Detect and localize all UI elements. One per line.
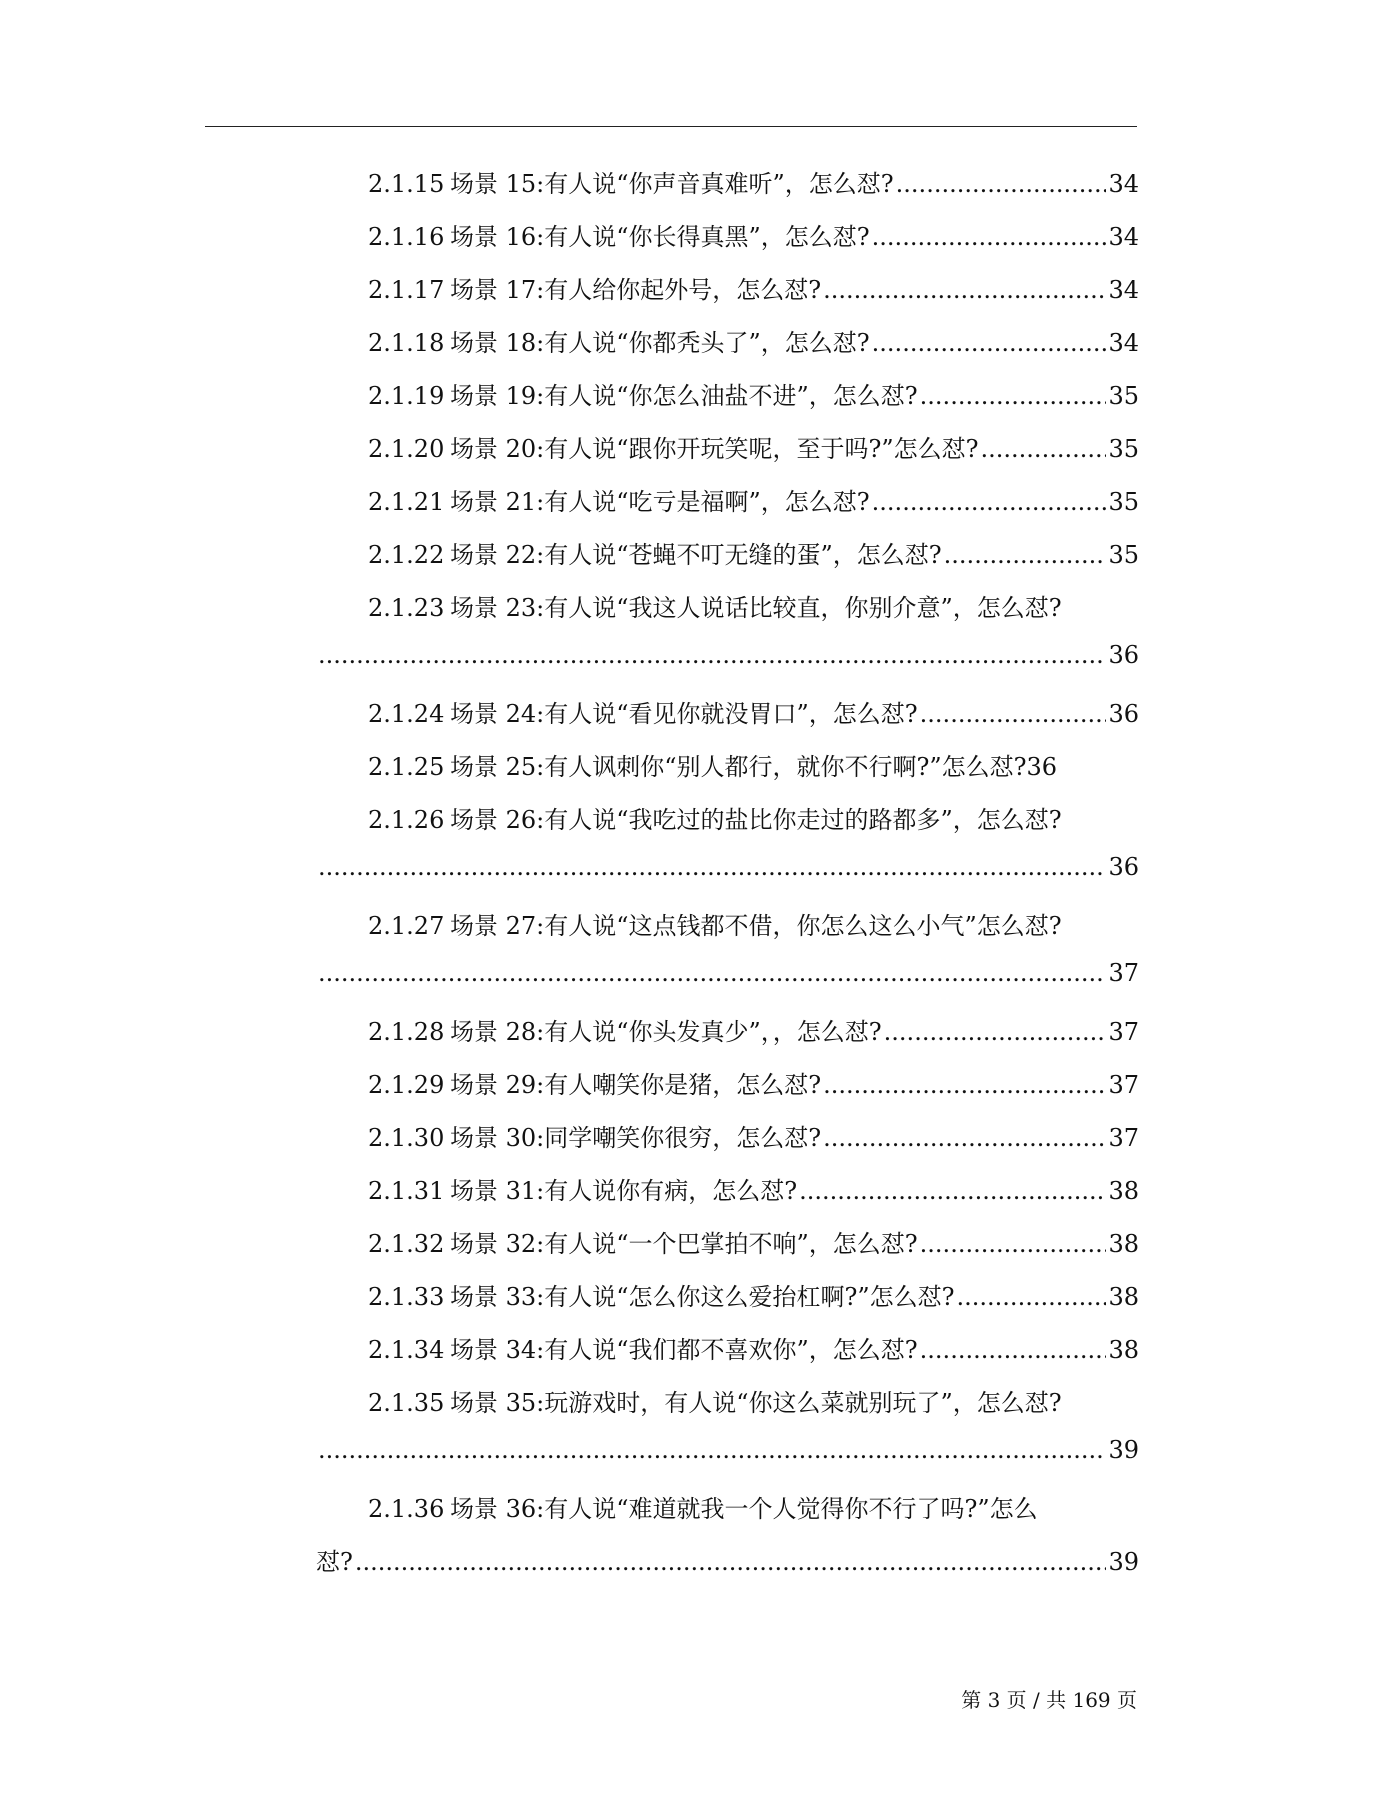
toc-entry-page: 36 bbox=[1026, 753, 1058, 781]
toc-entry-page: 36 bbox=[1108, 700, 1139, 728]
toc-leader-dots bbox=[355, 1548, 1107, 1576]
toc-entry[interactable] bbox=[316, 217, 1139, 270]
toc-leader-dots bbox=[920, 700, 1107, 728]
toc-entry-title: 场景 29:有人嘲笑你是猪，怎么怼? bbox=[450, 1071, 822, 1099]
toc-entry-number: 2.1.35 bbox=[368, 1389, 445, 1417]
toc-entry-continuation[interactable] bbox=[316, 853, 1139, 906]
toc-leader-dots bbox=[944, 541, 1107, 569]
toc-entry-title: 场景 15:有人说“你声音真难听”，怎么怼? bbox=[450, 170, 894, 198]
toc-entry-number: 2.1.22 bbox=[368, 541, 445, 569]
toc-entry-continuation[interactable] bbox=[316, 641, 1139, 694]
toc-entry[interactable] bbox=[316, 1383, 1139, 1436]
toc-entry-page: 39 bbox=[1108, 1436, 1139, 1464]
toc-entry[interactable] bbox=[316, 1330, 1139, 1383]
toc-entry-title: 场景 33:有人说“怎么你这么爱抬杠啊?”怎么怼? bbox=[450, 1283, 955, 1311]
toc-leader-dots bbox=[884, 1018, 1107, 1046]
toc-entry-number: 2.1.20 bbox=[368, 435, 445, 463]
toc-entry[interactable] bbox=[316, 429, 1139, 482]
toc-entry-number: 2.1.24 bbox=[368, 700, 445, 728]
page-footer: 第 3 页 / 共 169 页 bbox=[961, 1688, 1137, 1712]
toc-entry[interactable] bbox=[316, 1012, 1139, 1065]
toc-entry-number: 2.1.32 bbox=[368, 1230, 445, 1258]
toc-leader-dots bbox=[920, 382, 1107, 410]
toc-entry-title: 场景 30:同学嘲笑你很穷，怎么怼? bbox=[450, 1124, 822, 1152]
toc-entry-number: 2.1.28 bbox=[368, 1018, 445, 1046]
toc-leader-dots bbox=[318, 959, 1106, 987]
toc-leader-dots bbox=[957, 1283, 1107, 1311]
toc-leader-dots bbox=[823, 1124, 1106, 1152]
toc-entry-page: 37 bbox=[1108, 1018, 1139, 1046]
toc-entry[interactable] bbox=[316, 1171, 1139, 1224]
toc-entry-number: 2.1.21 bbox=[368, 488, 445, 516]
toc-entry[interactable] bbox=[316, 164, 1139, 217]
toc-entry-number: 2.1.25 bbox=[368, 753, 445, 781]
toc-entry-page: 38 bbox=[1108, 1283, 1139, 1311]
toc-entry-page: 39 bbox=[1108, 1548, 1139, 1576]
toc-entry-page: 36 bbox=[1108, 853, 1139, 881]
toc-entry-title: 场景 24:有人说“看见你就没胃口”，怎么怼? bbox=[450, 700, 918, 728]
toc-entry-number: 2.1.23 bbox=[368, 594, 445, 622]
toc-leader-dots bbox=[920, 1336, 1107, 1364]
toc-leader-dots bbox=[896, 170, 1107, 198]
toc-entry-number: 2.1.34 bbox=[368, 1336, 445, 1364]
toc-entry[interactable] bbox=[316, 906, 1139, 959]
toc-entry-number: 2.1.19 bbox=[368, 382, 445, 410]
toc-entry-title: 场景 18:有人说“你都秃头了”，怎么怼? bbox=[450, 329, 870, 357]
toc-entry-title: 场景 31:有人说你有病，怎么怼? bbox=[450, 1177, 798, 1205]
toc-entry[interactable] bbox=[316, 482, 1139, 535]
toc-entry-title: 场景 21:有人说“吃亏是福啊”，怎么怼? bbox=[450, 488, 870, 516]
toc-entry[interactable] bbox=[316, 1118, 1139, 1171]
toc-entry-title: 场景 23:有人说“我这人说话比较直，你别介意”，怎么怼? bbox=[450, 594, 1062, 622]
toc-entry-title: 场景 19:有人说“你怎么油盐不进”，怎么怼? bbox=[450, 382, 918, 410]
toc-leader-dots bbox=[318, 641, 1106, 669]
toc-entry[interactable] bbox=[316, 376, 1139, 429]
toc-entry-number: 2.1.15 bbox=[368, 170, 445, 198]
toc-entry[interactable] bbox=[316, 1224, 1139, 1277]
toc-entry-number: 2.1.18 bbox=[368, 329, 445, 357]
toc-entry-page: 34 bbox=[1108, 223, 1139, 251]
toc-entry-number: 2.1.36 bbox=[368, 1495, 445, 1523]
toc-entry-page: 34 bbox=[1108, 329, 1139, 357]
header-rule bbox=[205, 126, 1137, 127]
toc-leader-dots bbox=[799, 1177, 1106, 1205]
toc-leader-dots bbox=[981, 435, 1107, 463]
toc-entry[interactable] bbox=[316, 800, 1139, 853]
toc-leader-dots bbox=[318, 853, 1106, 881]
toc-entry-page: 38 bbox=[1108, 1336, 1139, 1364]
toc-entry-number: 2.1.30 bbox=[368, 1124, 445, 1152]
toc-entry-title-continuation: 怼? bbox=[316, 1548, 353, 1576]
toc-entry-page: 36 bbox=[1108, 641, 1139, 669]
table-of-contents bbox=[316, 164, 1139, 1595]
toc-entry-continuation[interactable] bbox=[316, 1542, 1139, 1595]
toc-entry[interactable] bbox=[316, 694, 1139, 747]
toc-entry-number: 2.1.33 bbox=[368, 1283, 445, 1311]
toc-entry-continuation[interactable] bbox=[316, 1436, 1139, 1489]
toc-entry[interactable] bbox=[316, 270, 1139, 323]
toc-entry[interactable] bbox=[316, 1277, 1139, 1330]
toc-entry-continuation[interactable] bbox=[316, 959, 1139, 1012]
toc-entry-title: 场景 36:有人说“难道就我一个人觉得你不行了吗?”怎么 bbox=[450, 1495, 1038, 1523]
toc-entry-page: 34 bbox=[1108, 170, 1139, 198]
toc-entry[interactable] bbox=[316, 1489, 1139, 1542]
toc-entry-page: 35 bbox=[1108, 541, 1139, 569]
toc-entry-title: 场景 34:有人说“我们都不喜欢你”，怎么怼? bbox=[450, 1336, 918, 1364]
toc-entry-title: 场景 22:有人说“苍蝇不叮无缝的蛋”，怎么怼? bbox=[450, 541, 942, 569]
toc-entry-page: 35 bbox=[1108, 435, 1139, 463]
toc-entry-number: 2.1.31 bbox=[368, 1177, 445, 1205]
toc-leader-dots bbox=[823, 276, 1106, 304]
toc-entry-page: 35 bbox=[1108, 488, 1139, 516]
toc-entry-number: 2.1.17 bbox=[368, 276, 445, 304]
toc-entry-page: 38 bbox=[1108, 1177, 1139, 1205]
toc-entry-number: 2.1.27 bbox=[368, 912, 445, 940]
toc-entry-title: 场景 25:有人讽刺你“别人都行，就你不行啊?”怎么怼? bbox=[450, 753, 1027, 781]
toc-leader-dots bbox=[872, 488, 1107, 516]
toc-entry[interactable] bbox=[316, 323, 1139, 376]
toc-leader-dots bbox=[823, 1071, 1106, 1099]
toc-entry-title: 场景 28:有人说“你头发真少”，，怎么怼? bbox=[450, 1018, 882, 1046]
toc-entry[interactable] bbox=[316, 747, 1139, 800]
toc-entry-page: 35 bbox=[1108, 382, 1139, 410]
toc-entry-number: 2.1.26 bbox=[368, 806, 445, 834]
toc-entry-title: 场景 27:有人说“这点钱都不借，你怎么这么小气”怎么怼? bbox=[450, 912, 1062, 940]
toc-entry-title: 场景 26:有人说“我吃过的盐比你走过的路都多”，怎么怼? bbox=[450, 806, 1062, 834]
toc-leader-dots bbox=[318, 1436, 1106, 1464]
toc-entry-page: 37 bbox=[1108, 959, 1139, 987]
toc-entry-page: 37 bbox=[1108, 1124, 1139, 1152]
toc-entry-title: 场景 35:玩游戏时，有人说“你这么菜就别玩了”，怎么怼? bbox=[450, 1389, 1062, 1417]
toc-leader-dots bbox=[872, 223, 1107, 251]
toc-entry-number: 2.1.16 bbox=[368, 223, 445, 251]
toc-entry-number: 2.1.29 bbox=[368, 1071, 445, 1099]
toc-entry-title: 场景 32:有人说“一个巴掌拍不响”，怎么怼? bbox=[450, 1230, 918, 1258]
toc-entry[interactable] bbox=[316, 1065, 1139, 1118]
toc-leader-dots bbox=[920, 1230, 1107, 1258]
toc-entry-page: 34 bbox=[1108, 276, 1139, 304]
toc-entry-title: 场景 20:有人说“跟你开玩笑呢，至于吗?”怎么怼? bbox=[450, 435, 979, 463]
toc-entry-title: 场景 16:有人说“你长得真黑”，怎么怼? bbox=[450, 223, 870, 251]
toc-entry-title: 场景 17:有人给你起外号，怎么怼? bbox=[450, 276, 822, 304]
toc-entry-page: 37 bbox=[1108, 1071, 1139, 1099]
toc-entry[interactable] bbox=[316, 588, 1139, 641]
toc-entry[interactable] bbox=[316, 535, 1139, 588]
toc-entry-page: 38 bbox=[1108, 1230, 1139, 1258]
toc-leader-dots bbox=[872, 329, 1107, 357]
